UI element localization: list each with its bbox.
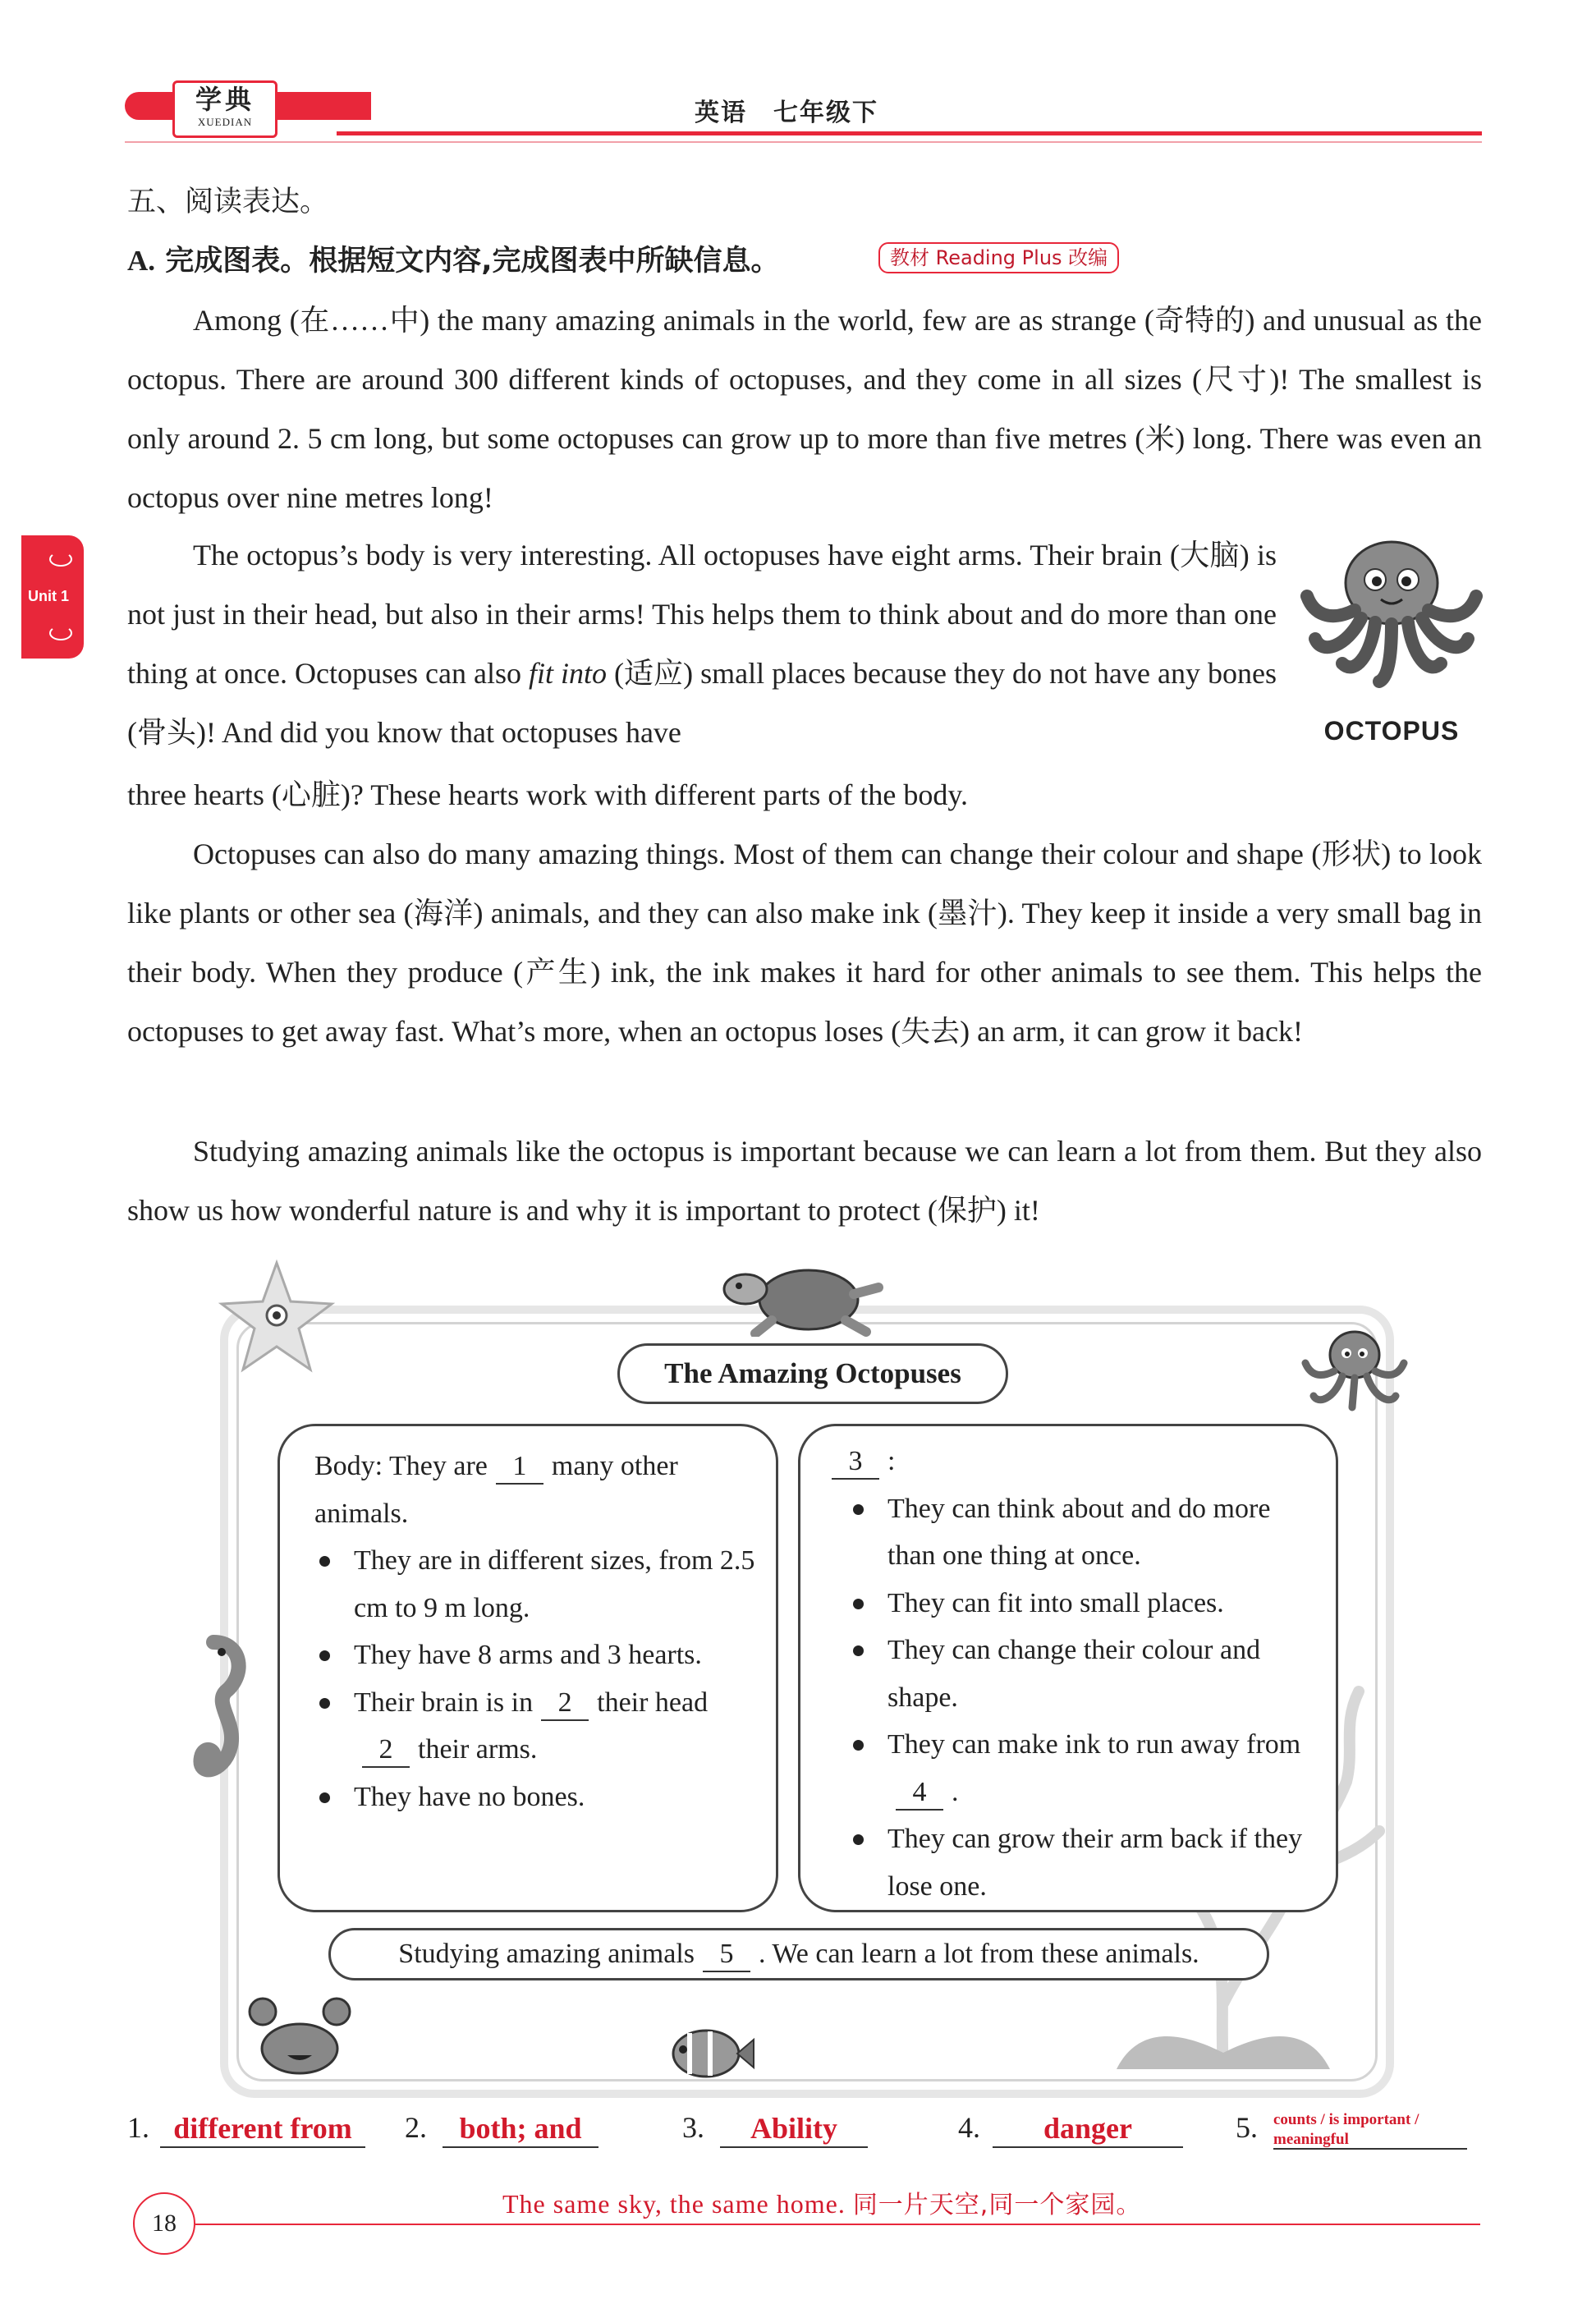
task-heading	[127, 238, 780, 279]
publisher-logo	[172, 80, 277, 138]
ability-list-item: They can grow their arm back if they lose one.	[848, 1815, 1318, 1910]
paragraph-3-text: Octopuses can also do many amazing things. Most of them can change their colour and shape (形状) to look like plants or other sea (海洋) animals, and they can also make ink (墨汁). They keep it inside a very small bag in their body. When they produce (产生) ink, the ink makes it hard for other animals to see them. This helps the octopuses to get away fast. What’s more, when an octopus loses (失去) an arm, it can grow it back!	[127, 838, 1482, 1048]
blank-3: 3	[832, 1445, 879, 1480]
passage-paragraph-2-end	[127, 765, 1482, 824]
paragraph-2-text-b: (适应) small places because they do not have any bones (骨头)! And did you know that octopuses have	[127, 657, 1277, 749]
passage-paragraph-2	[127, 526, 1277, 762]
page-number: 18	[133, 2192, 195, 2255]
logo-text-cn: 学典	[195, 85, 255, 114]
ability-list-item-ink	[848, 1721, 1318, 1815]
passage-paragraph-4	[127, 1122, 1482, 1240]
answer-number: 2.	[405, 2111, 427, 2144]
octopus-illustration	[1297, 532, 1486, 688]
body-intro-text-b: many other animals.	[314, 1451, 678, 1529]
header-rule	[337, 131, 1482, 135]
summary-pill	[328, 1928, 1269, 1980]
logo-text-en: XUEDIAN	[197, 116, 253, 128]
answer-value: different from	[160, 2110, 365, 2148]
starfish-icon	[215, 1256, 338, 1379]
footer-rule	[195, 2224, 1480, 2225]
answer-value: both; and	[443, 2110, 598, 2148]
seahorse-icon	[164, 1626, 263, 1798]
answer-number: 4.	[958, 2111, 980, 2144]
abilities-heading	[823, 1438, 1318, 1485]
body-list-item-brain	[314, 1679, 761, 1774]
body-list-item: They have no bones.	[314, 1774, 761, 1821]
body-list-item: They have 8 arms and 3 hearts.	[314, 1632, 761, 1679]
body-intro-text-a: Body: They are	[314, 1451, 488, 1481]
summary-text-b: . We can learn a lot from these animals.	[759, 1939, 1199, 1969]
wing-icon	[49, 552, 72, 567]
body-list-item: They are in different sizes, from 2.5 cm to 9 m long.	[314, 1537, 761, 1632]
swirl-icon	[49, 626, 72, 640]
paragraph-2-text-c: three hearts (心脏)? These hearts work with different parts of the body.	[127, 778, 968, 811]
small-octopus-icon	[1301, 1322, 1408, 1412]
answer-number: 3.	[682, 2111, 704, 2144]
summary-text-a: Studying amazing animals	[398, 1939, 695, 1969]
ability-list-item: They can fit into small places.	[848, 1580, 1318, 1627]
answer-number: 5.	[1236, 2111, 1258, 2144]
source-tag: 教材 Reading Plus 改编	[878, 242, 1119, 273]
brain-text-a: Their brain is in	[354, 1687, 534, 1718]
task-instruction: 完成图表。根据短文内容,完成图表中所缺信息。	[165, 245, 780, 278]
answer-value: Ability	[720, 2110, 868, 2148]
paragraph-1-text: Among (在……中) the many amazing animals in the world, few are as strange (奇特的) and unusual as the octopus. There are around 300 different kinds of octopuses, and they come in all sizes (尺寸)! The smallest is only around 2. 5 cm long, but some octopuses can grow up to more than five metres (米) long. There was even an octopus over nine metres long!	[127, 304, 1482, 514]
answer-5	[1236, 2110, 1419, 2148]
passage-paragraph-1	[127, 291, 1482, 527]
ink-text-b: .	[952, 1776, 959, 1807]
fish-icon	[665, 2017, 755, 2091]
section-heading: 五、阅读表达。	[127, 186, 329, 218]
unit-tab	[21, 535, 84, 659]
turtle-icon	[714, 1255, 895, 1337]
paragraph-4-text: Studying amazing animals like the octopus is important because we can learn a lot from them. But they also show us how wonderful nature is and why it is important to protect (保护) it!	[127, 1135, 1482, 1227]
footer-motto	[502, 2184, 1141, 2220]
answer-4	[958, 2110, 1132, 2145]
ability-list-item: They can think about and do more than one thing at once.	[848, 1485, 1318, 1580]
body-features-box	[277, 1424, 778, 1912]
chart-title: The Amazing Octopuses	[617, 1343, 1008, 1404]
answer-2	[405, 2110, 582, 2145]
answer-1	[127, 2110, 352, 2145]
brain-text-c: their arms.	[418, 1734, 538, 1765]
blank-5: 5	[703, 1938, 750, 1972]
blank-2-repeat: 2	[362, 1733, 410, 1768]
image-caption: OCTOPUS	[1323, 716, 1460, 746]
passage-paragraph-3	[127, 824, 1482, 1061]
abilities-colon: :	[887, 1446, 896, 1476]
answer-value: danger	[993, 2110, 1183, 2148]
answer-value	[1273, 2110, 1467, 2150]
abilities-box	[798, 1424, 1338, 1912]
body-intro	[314, 1443, 761, 1537]
task-label: A.	[127, 245, 156, 277]
brain-text-b: their head	[597, 1687, 709, 1718]
motto-en: The same sky, the same home.	[502, 2189, 846, 2219]
answer-row	[127, 2110, 1482, 2168]
blank-2: 2	[541, 1687, 589, 1721]
unit-tab-label: Unit 1	[28, 588, 70, 604]
ink-text-a: They can make ink to run away from	[887, 1729, 1301, 1760]
book-title: 英语 七年级下	[695, 99, 878, 127]
paragraph-2-text-a: The octopus’s body is very interesting. All octopuses have eight arms. Their brain (大脑) is not just in their head, but also in their arms! This helps them to think about and do more than one thing at once. Octopuses can also	[127, 539, 1277, 690]
crab-icon	[238, 1991, 361, 2081]
answer-value-line-2: meaningful	[1273, 2131, 1349, 2148]
header-rule-thin	[125, 141, 1482, 143]
motto-cn: 同一片天空,同一个家园。	[852, 2191, 1142, 2219]
blank-4: 4	[896, 1776, 943, 1811]
paragraph-2-italic: fit into	[528, 657, 608, 690]
blank-1: 1	[496, 1450, 543, 1485]
answer-number: 1.	[127, 2111, 149, 2144]
answer-3	[682, 2110, 837, 2145]
answer-value-line-1: counts / is important /	[1273, 2111, 1419, 2128]
ability-list-item: They can change their colour and shape.	[848, 1627, 1318, 1721]
